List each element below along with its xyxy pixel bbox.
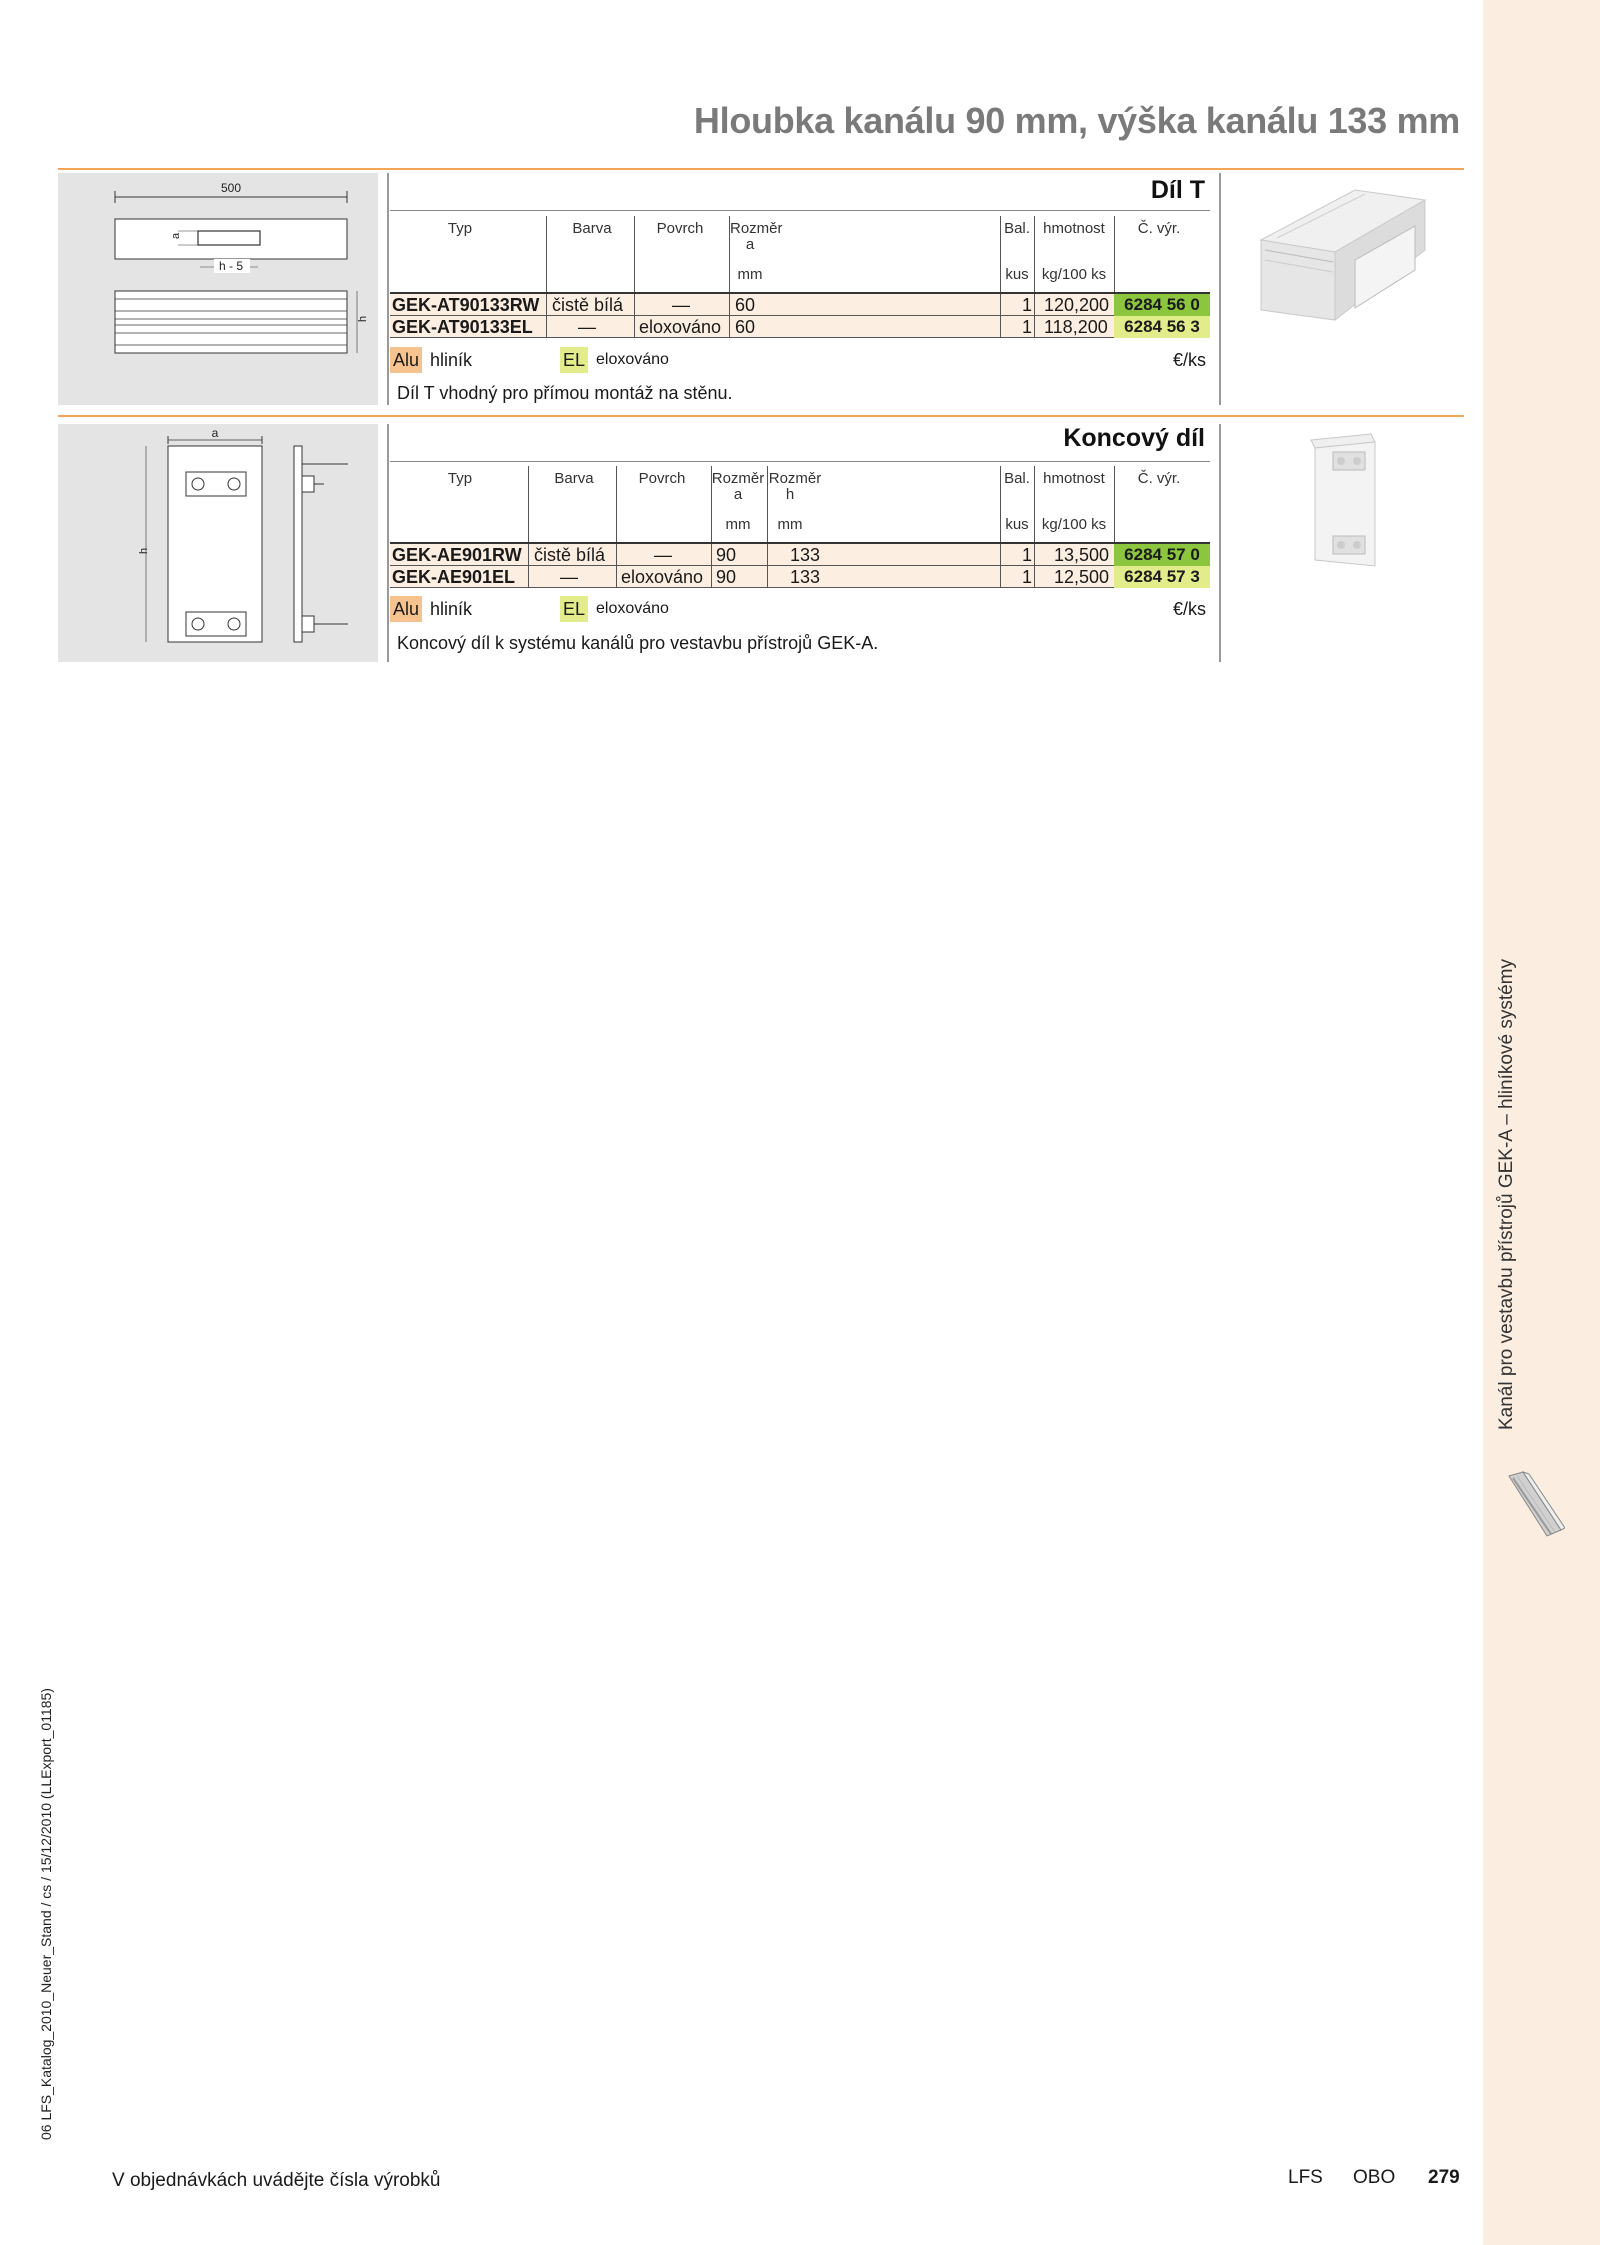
table-row: GEK-AT90133EL — eloxováno 60 1 118,200 6284 56 3 [390, 316, 1210, 338]
article-number: 6284 57 3 [1114, 566, 1210, 588]
side-section-label: Kanál pro vestavbu přístrojů GEK-A – hliníkové systémy [1496, 959, 1517, 1430]
title-underline [390, 210, 1210, 211]
table-header: Typ Barva Povrch Rozměr a mm Rozměr h mm Bal. kus hmotnost kg/100 ks Č. výr. [390, 466, 1210, 542]
column-divider [387, 173, 389, 405]
dim-a-label: a [211, 426, 219, 440]
dim-h5-label: h - 5 [218, 259, 244, 273]
el-text: eloxováno [596, 351, 669, 368]
footer-obo: OBO [1353, 2167, 1396, 2188]
table-row: GEK-AE901RW čistě bílá — 90 133 1 13,500 6284 57 0 [390, 544, 1210, 566]
price-unit: €/ks [1172, 350, 1206, 370]
table-row: GEK-AT90133RW čistě bílá — 60 1 120,200 6284 56 0 [390, 294, 1210, 316]
page-title: Hloubka kanálu 90 mm, výška kanálu 133 mm [693, 100, 1460, 141]
el-text: eloxováno [596, 600, 669, 617]
section-divider [58, 415, 1464, 417]
dim-h-label: h [138, 547, 150, 554]
section-title-end-piece: Koncový díl [1063, 424, 1205, 452]
column-divider [387, 424, 389, 662]
order-note: V objednávkách uvádějte čísla výrobků [112, 2170, 441, 2191]
t-piece-photo [1255, 180, 1435, 330]
section-title-t-piece: Díl T [1150, 176, 1205, 204]
channel-thumbnail-icon [1505, 1470, 1565, 1540]
price-unit: €/ks [1172, 599, 1206, 619]
end-piece-photo [1305, 430, 1385, 570]
product-note: Koncový díl k systému kanálů pro vestavbu přístrojů GEK-A. [397, 633, 879, 653]
dim-h-label: h [357, 315, 369, 322]
alu-text: hliník [430, 599, 473, 619]
column-divider [1219, 173, 1221, 405]
dim-a-label: a [170, 232, 182, 239]
page-number: 279 [1428, 2167, 1460, 2188]
section-divider [58, 168, 1464, 170]
alu-tag: Alu [390, 596, 422, 622]
document-meta: 06 LFS_Katalog_2010_Neuer_Stand / cs / 15/12/2010 (LLExport_01185) [38, 1688, 54, 2140]
el-tag: EL [560, 596, 588, 622]
technical-drawing-t-piece [58, 173, 378, 405]
article-number: 6284 56 0 [1114, 294, 1210, 316]
alu-tag: Alu [390, 347, 422, 373]
table-row: GEK-AE901EL — eloxováno 90 133 1 12,500 6284 57 3 [390, 566, 1210, 588]
footer-lfs: LFS [1288, 2167, 1323, 2188]
table-header: Typ Barva Povrch Rozměr a mm Bal. kus hmotnost kg/100 ks Č. výr. [390, 216, 1210, 292]
alu-text: hliník [430, 350, 473, 370]
article-number: 6284 56 3 [1114, 316, 1210, 338]
technical-drawing-end-piece [58, 424, 378, 662]
article-number: 6284 57 0 [1114, 544, 1210, 566]
title-underline [390, 461, 1210, 462]
product-note: Díl T vhodný pro přímou montáž na stěnu. [397, 383, 733, 403]
el-tag: EL [560, 347, 588, 373]
column-divider [1219, 424, 1221, 662]
dim-length-label: 500 [220, 181, 242, 195]
